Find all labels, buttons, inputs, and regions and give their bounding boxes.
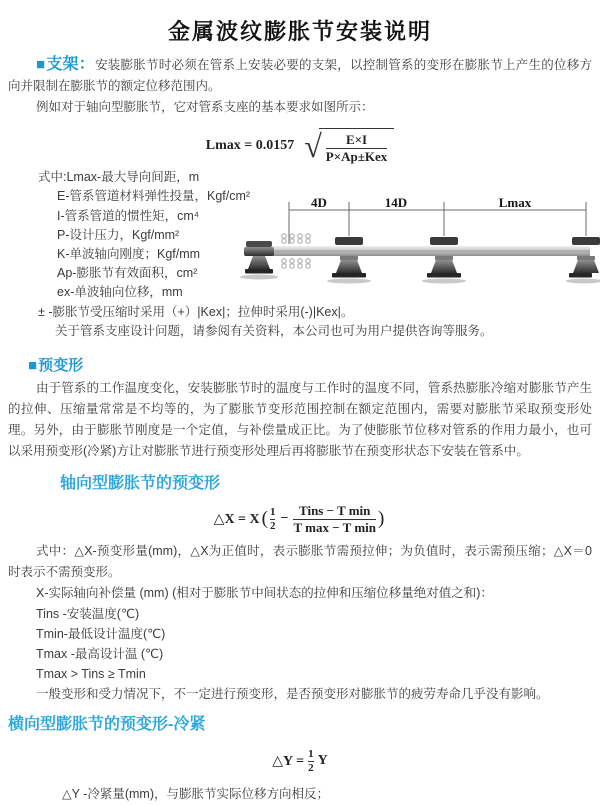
- guide-support: [422, 237, 466, 284]
- one-half-fraction: [308, 748, 314, 774]
- section-marker-icon: ■: [36, 56, 46, 73]
- lmax-formula: [0, 128, 600, 164]
- lateral-formula-lhs: △Y =: [272, 753, 305, 769]
- support-example-line: 例如对于轴向型膨胀节，它对管系支座的基本要求如图所示：: [36, 100, 374, 114]
- axial-note-line: 一般变形和受力情况下，不一定进行预变形，是否预变形对膨胀节的疲劳寿命几乎没有影响。: [36, 687, 549, 702]
- predeform-section-heading: [28, 354, 592, 375]
- sqrt-radical: [304, 128, 394, 164]
- definition-line: 式中:Lmax-最大导向间距，m: [38, 170, 200, 185]
- half-numerator: 1: [308, 748, 314, 761]
- temperature-line: Tmax -最高设计温 (℃): [36, 647, 164, 662]
- temperature-definitions: [0, 604, 600, 684]
- guide-support: [327, 237, 371, 284]
- support-intro-paragraph: [8, 54, 592, 97]
- section-marker-icon: ■: [28, 357, 38, 375]
- axial-explain-paragraph: 式中：△X-预变形量(mm)，△X为正值时，表示膨胀节需预拉伸；为负值时，表示需预压缩；△X＝0时表示不需预变形。: [8, 544, 592, 580]
- symbol-definitions-block: [8, 168, 592, 341]
- lateral-subheading: 横向型膨胀节的预变形-冷紧: [8, 716, 206, 734]
- temperature-numerator: Tins − T min: [299, 503, 371, 519]
- definition-line: P-设计压力，Kgf/mm²: [57, 227, 180, 242]
- temperature-denominator: T max − T min: [293, 519, 376, 535]
- definition-line: I-管系管道的惯性矩，cm⁴: [57, 208, 200, 223]
- support-spacing-diagram: [244, 196, 592, 292]
- support-section-heading: [36, 56, 95, 73]
- dimension-label-4d: 4D: [311, 195, 327, 211]
- support-consulting-note: 关于管系支座设计问题，请参阅有关资料，本公司也可为用户提供咨询等服务。: [55, 323, 493, 338]
- lateral-formula: [0, 748, 600, 774]
- lmax-formula-denominator: P×Ap±Kex: [325, 148, 388, 164]
- half-denominator: 2: [269, 519, 276, 532]
- lateral-note-line: △Y -冷紧量(mm)，与膨胀节实际位移方向相反；: [62, 787, 330, 802]
- definition-line: ex-单波轴向位移，mm: [57, 285, 183, 300]
- axial-x-definition: X-实际轴向补偿量 (mm) (相对于膨胀节中间状态的拉伸和压缩位移量绝对值之和)：: [36, 586, 493, 601]
- axial-subheading: 轴向型膨胀节的预变形: [60, 475, 221, 493]
- axial-formula: [0, 503, 600, 535]
- guide-support: [566, 237, 600, 284]
- page-title: 金属波纹膨胀节安装说明: [167, 19, 432, 44]
- definition-line: K-单波轴向刚度；Kgf/mm: [57, 247, 201, 261]
- temperature-fraction: [293, 503, 376, 535]
- definition-line: E-管系管道材料弹性投量，Kgf/cm²: [57, 189, 251, 204]
- minus-sign: −: [280, 511, 289, 527]
- temperature-line: Tmax > Tins ≥ Tmin: [36, 667, 146, 682]
- axial-formula-lhs: △X = X: [213, 511, 260, 527]
- close-paren: ): [378, 508, 385, 530]
- lmax-formula-numerator: E×I: [345, 132, 368, 147]
- radical-sign-icon: √: [304, 127, 322, 164]
- support-heading-label: 支架：: [46, 56, 96, 73]
- temperature-line: Tmin-最低设计温度(℃): [36, 627, 166, 642]
- temperature-line: Tins -安装温度(℃): [36, 607, 140, 622]
- definition-line: ± -膨胀节受压缩时采用（+）|Kex|；拉伸时采用(-)|Kex|。: [38, 304, 354, 319]
- one-half-fraction: [270, 506, 276, 532]
- half-denominator: 2: [308, 761, 314, 774]
- lmax-formula-lhs: Lmax = 0.0157: [205, 138, 295, 154]
- dimension-label-14d: 14D: [384, 195, 408, 211]
- predeform-heading-label: 预变形: [38, 357, 84, 375]
- definition-line: Ap-膨胀节有效面积，cm²: [57, 266, 198, 281]
- lateral-formula-rhs: Y: [317, 753, 328, 769]
- open-paren: (: [261, 508, 268, 530]
- lmax-formula-fraction: [326, 132, 387, 164]
- predeform-paragraph: 由于管系的工作温度变化，安装膨胀节时的温度与工作时的温度不同，管系热膨胀冷缩对膨胀节产生的拉伸、压缩量常常是不均等的，为了膨胀节变形范围控制在额定范围内，需要对膨胀节采取预变形处理。另外，由于膨胀节刚度是一个定值，与补偿量成正比。为了使膨胀节位移对管系的作用力最小，也可以采用预变形(冷紧)方让对膨胀节进行预变形处理后再将膨胀节在预变形状态下安装在管系中。: [8, 381, 592, 459]
- dimension-label-lmax: Lmax: [498, 195, 532, 211]
- support-intro-text: 安装膨胀节时必须在管系上安装必要的支架，以控制管系的变形在膨胀节上产生的位移方向并限制在膨胀节的额定位移范围内。: [8, 58, 592, 93]
- half-numerator: 1: [269, 505, 276, 518]
